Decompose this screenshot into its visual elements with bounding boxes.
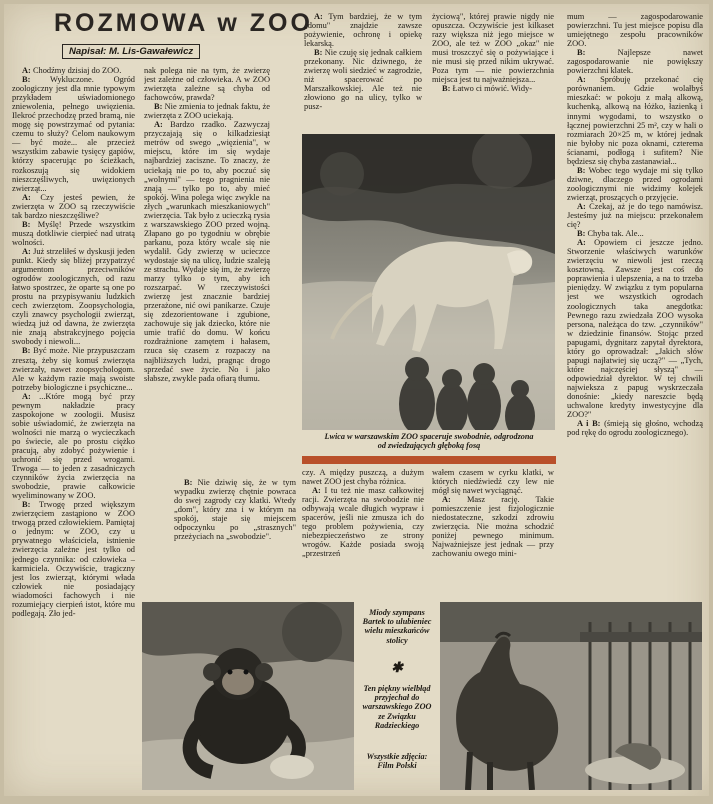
paragraph: mum — zagospodarowanie powierzchni. Tu jest miejsce popisu dla umiejętnego zespołu pracowników ZOO. <box>567 12 703 49</box>
article-title: ROZMOWA w ZOO <box>54 9 313 37</box>
camel-photo <box>440 602 702 790</box>
paragraph: A: ...Które mogą być przy pewnym nakładzie pracy zaspokojone w zoologii. Musisz sobie uświadomić, że zwierzęta na wolności nie marzą o wycieczkach po świecie, ale po prostu ciężko pracują, aby zdobyć pożywienie i uchronić się przed wrogami. Trwoga — to jeden z zasadniczych czynników życia zwierzęcia na swobodzie, prawie całkowicie wyeliminowany w ZOO. <box>12 391 135 501</box>
caption-red-bar <box>302 456 556 464</box>
paragraph: czy. A między puszczą, a dużym nawet ZOO jest chyba różnica. <box>302 468 424 487</box>
paragraph: A i B: (śmieją się głośno, wchodzą pod rękę do ogrodu zoologicznego). <box>567 419 703 438</box>
paragraph: B: Łatwo ci mówić. Widy- <box>442 84 532 94</box>
paragraph: A: Chodźmy dzisiaj do ZOO. <box>22 66 122 75</box>
article-byline: Napisał: M. Lis-Gawałewicz <box>62 44 200 59</box>
paragraph: B: Nie zmienia to jednak faktu, że zwierzęta z ZOO uciekają. <box>144 102 270 121</box>
camel-image <box>440 602 702 790</box>
paragraph: B: Trwogę przed większym zwierzęciem zastąpiono w ZOO trwogą przed człowiekiem. Pamiętaj o jednym: w ZOO, czy u prywatnego właściciela, istnienie zwierzęcia zależne jest tylko od jednego czynnika: od człowieka – karmiciela. Oczywiście, tragiczny jest los zwierząt, którymi włada człowiek nie posiadający wiadomości fachowych i nie rozumiejący cierpień istot, które mu podlegają. Zło jed- <box>12 500 135 618</box>
paragraph: A: I tu też nie masz całkowitej racji. Zwierzęta na swobodzie nie odbywają wcale długich wypraw i spacerów, jeśli nie zmusza ich do tego problem pożywienia, czy niebezpieczeństwo ze strony wrogów. Każde posiada swoją „przestrzeń <box>302 486 424 559</box>
photo-credit: Wszystkie zdjęcia: Film Polski <box>366 752 428 771</box>
text-column-2 <box>144 66 270 470</box>
chimp-image <box>142 602 354 790</box>
paragraph: B: Nie dziwię się, że w tym wypadku zwierzę chętnie powraca do swej zagrody czy klatki. Wtedy „dom", który zna i w którym na spokój, staje się miejscem odpoczynku po „strasznych" przeżyciach na „swobodzie". <box>174 478 296 542</box>
paragraph: B: Wobec tego wydaje mi się tylko dziwne, dlaczego przed ogrodami zoologicznymi nie widzimy kolejek zwierząt, proszących o przyjęcie. <box>567 165 703 202</box>
text-column-1 <box>12 66 135 790</box>
text-column-5 <box>567 12 703 622</box>
deer-caption: Ten piękny wielbłąd przyjechał do warszawskiego ZOO ze Związku Radzieckiego <box>362 684 432 730</box>
paragraph: B: Być może. Nie przypuszczam zresztą, żeby się komuś zwierzęta zwierzały, nawet zoopsychologom. Ale w każdym razie mają swoiste potrzeby biologiczne i psychiczne... <box>12 346 135 392</box>
paragraph: nak polega nie na tym, że zwierzę jest zależne od człowieka. A w ZOO zwierzęta zależne są chyba od fachowców, prawda? <box>144 66 270 103</box>
text-column-3-top <box>304 12 422 130</box>
paragraph: A: Tym bardziej, że w tym „domu" znajdzie zawsze pożywienie, ochronę i opiekę lekarską. <box>304 12 422 49</box>
chimp-photo <box>142 602 354 790</box>
newspaper-page <box>4 4 709 796</box>
paragraph: A: Opowiem ci jeszcze jedno. Stworzenie właściwych warunków zwierzęciu w niewoli jest rzeczą kosztowną. Zawsze jest coś do poprawienia i ulepszenia, a na to trzeba pieniędzy. W związku z tym popularna jest we wszystkich ogrodach zoologicznych taka anegdotka: Pewnego razu zwiedzała ZOO wysoka persona, należąca do tzw. „czynników" w dziedzinie finansów. Stojąc przed papugami, dygnitarz zapytał dyrektora, który go oprowadzał: „Jakich słów papugi najłatwiej się uczą?" — „Tych, które najczęściej słyszą" — odpowiedział dyrektor. W tej chwili najwieksza z papug wyskrzeczała donośnie: „kiedy nareszcie będą uchwalone kredyty inwestycyjne dla ZOO?" <box>567 238 703 420</box>
paragraph: B: Najlepsze nawet zagospodarowanie nie powiększy powierzchni klatek. <box>567 48 703 76</box>
paragraph: A: Czekaj, aż je do tego namówisz. Jesteśmy już na miejscu: przekonałem cię? <box>567 201 703 230</box>
paragraph: A: Czy jesteś pewien, że zwierzęta w ZOO są rzeczywiście tak bardzo nieszczęśliwe? <box>12 192 135 220</box>
text-column-2-bottom <box>174 478 296 596</box>
chimp-caption: Miody szympans Bartek to ulubieniec wielu mieszkańców stolicy <box>362 608 432 645</box>
paragraph: B: Myślę! Przede wszystkim muszą dotkliwie cierpieć nad utratą wolności. <box>12 219 135 247</box>
text-column-3-bottom <box>302 468 424 598</box>
paragraph: B: Chyba tak. Ale... <box>577 229 644 239</box>
lioness-image <box>302 134 555 430</box>
text-column-4-top <box>432 12 554 130</box>
paragraph: A: Spróbuję przekonać cię porównaniem. Gdzie wolałbyś mieszkać: w pokoju z małą alkową, kuchenką, alkową na łóżko, łazienką i innymi wygodami, to wszystko o łącznej powierzchni 25 m², czy w hali o rozmiarach 20×25 m, w której jednak nie byłoby nic poza oknami, czterema ścianami, podłogą i sufitem? Nie będziesz się chyba zastanawiał... <box>567 75 703 166</box>
paragraph: wałem czasem w cyrku klatki, w których niedźwiedź czy lew nie mógł się nawet wyciągnąć. <box>432 468 554 496</box>
caption-asterisk: ✱ <box>391 661 403 676</box>
paragraph: B: Wykluczone. Ogród zoologiczny jest dla mnie typowym przykładem uświadomionego zniewolenia, pełnego uwięzienia. Ilekroć przechodzę przed bramą, nie mogę się powstrzymać od pytania: czemu to służy? Celom naukowym — być może... ale przecież wszystkim zabawie tysięcy gapiów, którzy spacerując po ścieżkach, rozkoszują się widokiem nieszczęśliwych, uwięzionych zwierząt... <box>12 75 135 193</box>
lioness-caption: Lwica w warszawskim ZOO spaceruje swobodnie, odgrodzona od zwiedzających głęboką fosą <box>324 432 534 450</box>
paragraph: A: Bardzo rzadko. Zazwyczaj przyczajają się o kilkadziesiąt metrów od swego „więzienia", w miejscu, które im się wydaje najbardziej zaciszne. To znaczy, że uciekają nie po to, aby poczuć się „wolnymi" — tego pragnienia nie znają — tylko po to, aby mieć spokój. Wina polega więc zwykle na złych „warunkach mieszkaniowych" zwierzęcia. Tak było z ucieczką rysia z warszawskiego ZOO przed wojną. Złapano go po tygodniu w obrębie parkanu, poza który wcale się nie wydalił. Gdy zwierzę w ucieczce wydostaje się na ulicę, ludzie szaleją ze strachu. Wydaje się im, że zwierzę marzy tylko o tym, aby ich rozszarpać. W rzeczywistości zwierzę jest znacznie bardziej przerażone, nić owi panikarze. Czuje się zdezorientowane i zgubione, zachowuje się jak dziecko, które nie umie trafić do domu. W końcu rozdrażnione zamętem i hałasem, rzuca się czasem z rozpaczy na najbliższych ludzi, pragnąc drogo sprzedać swe życie. No i jako słabsze, zwykle pada ofiarą tłumu. <box>144 120 270 383</box>
paragraph: A: Masz rację. Takie pomieszczenie jest fizjologicznie niedostateczne, szkodzi zdrowiu zwierzęcia. Nie można schodzić poniżej pewnego minimum. Najważniejsze jest jednak — przy zachowaniu owego mini- <box>432 495 554 559</box>
paragraph: A: Już strzeliłeś w dyskusji jeden punkt. Kiedy się bliżej przypatrzyć argumentom przeciwników ogrodów zoologicznych, od razu łatwo spostrzec, że oparte są one po prostu na przypisywaniu ludzkich cech zwierzętom. Zoopsychologia, czyli znawcy psychologii zwierząt, wiedzą już od dawna, że zwierzęta nie znają abstrakcyjnego pojęcia swobody i niewoli... <box>12 246 135 347</box>
paragraph: życiową", której prawie nigdy nie opuszcza. Oczywiście jest kilkaset razy większa niż jego miejsce w ZOO, ale też w ZOO „okaz" nie musi troszczyć się o pożywiające i nie musi się przed nikim ukrywać. Poza tym — nie powierzchnia miejsca jest tu najważniejsza... <box>432 12 554 85</box>
lioness-photo <box>302 134 555 430</box>
text-column-4-bottom <box>432 468 554 598</box>
paragraph: B: Nie czuję się jednak całkiem przekonany. Nic dziwnego, że zwierzę woli siedzieć w zagrodzie, niż spacerować po Marszałkowskiej. Ale też nie złowiono go na ulicy, tylko w pusz- <box>304 48 422 112</box>
